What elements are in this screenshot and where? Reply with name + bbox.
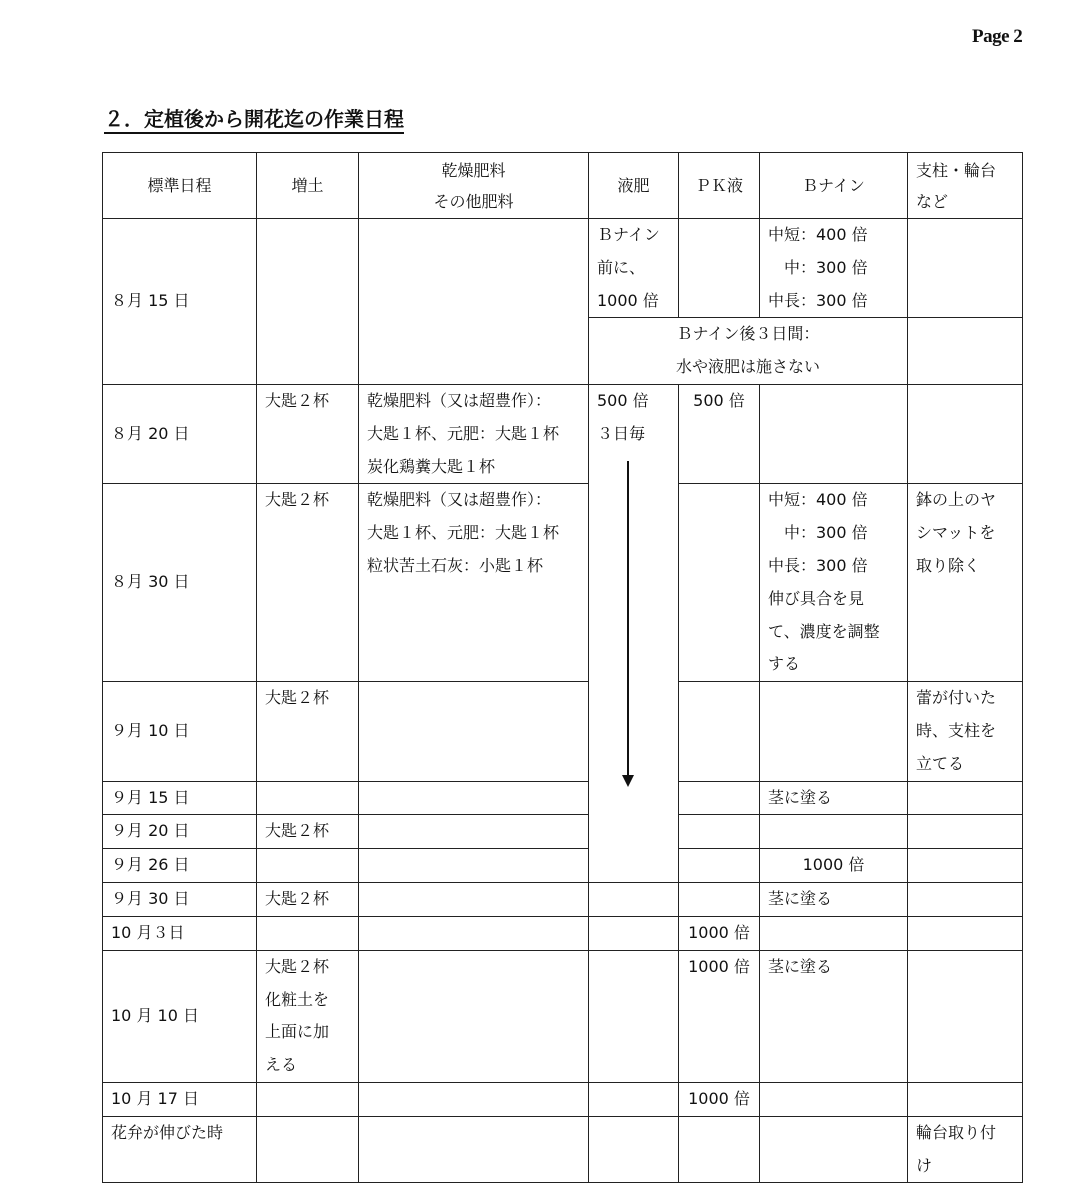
table-row xyxy=(103,950,1023,1082)
pk-cell: 1000 倍 xyxy=(760,849,908,883)
dry-line: 乾燥肥料（又は超豊作）： xyxy=(367,490,552,510)
table-row xyxy=(103,781,1023,815)
support-cell xyxy=(908,682,1023,781)
bnine-cell: 茎に塗る xyxy=(760,950,908,1082)
soil-line: 化粧土を xyxy=(265,989,330,1009)
support-cell xyxy=(908,781,1023,815)
support-line: け xyxy=(916,1155,933,1175)
bnine-cell xyxy=(760,916,908,950)
liquid-cell xyxy=(589,384,679,882)
table-row xyxy=(103,849,1023,883)
bnine-cell xyxy=(760,384,908,483)
dry-cell xyxy=(359,815,589,849)
support-line: 取り除く xyxy=(916,555,981,575)
pk-cell: 1000 倍 xyxy=(679,916,760,950)
table-row xyxy=(103,1116,1023,1183)
date-cell: 10 月 10 日 xyxy=(103,950,257,1082)
table-row xyxy=(103,219,1023,318)
date-cell: ９月 30 日 xyxy=(103,883,257,917)
bnine-cell xyxy=(908,849,1023,883)
soil-cell: 大匙２杯 xyxy=(257,384,359,483)
liquid-cell xyxy=(589,883,679,917)
dry-line: 大匙１杯、元肥：大匙１杯 xyxy=(367,423,560,443)
pk-cell: 1000 倍 xyxy=(679,1082,760,1116)
header-liquid: 液肥 xyxy=(589,153,679,219)
support-line: 時、支柱を xyxy=(916,720,997,740)
support-line: 鉢の上のヤ xyxy=(916,490,997,510)
support-cell xyxy=(908,318,1023,385)
support-cell xyxy=(908,1082,1023,1116)
support-cell xyxy=(908,484,1023,682)
bnine-cell xyxy=(760,682,908,781)
soil-cell: 大匙２杯 xyxy=(257,484,359,682)
soil-cell xyxy=(257,916,359,950)
dry-cell xyxy=(359,1082,589,1116)
support-cell xyxy=(908,950,1023,1082)
liquid-line: ３日毎 xyxy=(597,423,646,443)
bnine-line: て、濃度を調整 xyxy=(768,621,880,641)
table-row xyxy=(103,682,1023,781)
support-cell xyxy=(908,883,1023,917)
page-number: Page 2 xyxy=(972,26,1023,47)
dry-cell xyxy=(359,484,589,682)
support-cell xyxy=(908,815,1023,849)
dry-cell xyxy=(359,849,589,883)
header-dry-line1: 乾燥肥料 xyxy=(441,160,506,180)
continuation-arrow xyxy=(627,461,629,777)
liquid-line: Ｂナイン xyxy=(597,225,660,244)
liquid-line: 1000 倍 xyxy=(597,290,659,310)
liquid-cell xyxy=(589,219,679,318)
table-row xyxy=(103,384,1023,483)
soil-cell: 大匙２杯 xyxy=(257,883,359,917)
header-dry-line2: その他肥料 xyxy=(433,191,514,211)
pk-cell xyxy=(679,682,760,781)
soil-cell xyxy=(257,219,359,385)
support-line: 輪台取り付 xyxy=(916,1122,997,1142)
header-pk: ＰＫ液 xyxy=(679,153,760,219)
date-cell: ９月 10 日 xyxy=(103,682,257,781)
dry-line: 大匙１杯、元肥：大匙１杯 xyxy=(367,523,560,543)
liquid-cell xyxy=(589,950,679,1082)
bnine-cell xyxy=(760,219,908,318)
soil-cell: 大匙２杯 xyxy=(257,682,359,781)
pk-cell xyxy=(679,781,760,815)
dry-cell xyxy=(359,781,589,815)
bnine-line: する xyxy=(768,654,801,674)
bnine-cell xyxy=(760,1116,908,1183)
header-support-line1: 支柱・輪台 xyxy=(916,160,997,180)
table-row xyxy=(103,484,1023,682)
date-cell: 10 月３日 xyxy=(103,916,257,950)
pk-cell xyxy=(679,815,760,849)
dry-cell xyxy=(359,384,589,483)
date-cell: ９月 15 日 xyxy=(103,781,257,815)
table-row xyxy=(103,916,1023,950)
dry-cell xyxy=(359,883,589,917)
date-cell: ８月 20 日 xyxy=(103,384,257,483)
support-line: 立てる xyxy=(916,753,965,773)
support-line: 蕾が付いた xyxy=(916,688,997,708)
note-line: Ｂナイン後３日間： xyxy=(676,324,820,344)
soil-cell xyxy=(257,1082,359,1116)
liquid-cell xyxy=(589,916,679,950)
pk-cell xyxy=(679,1116,760,1183)
header-dry-fertilizer xyxy=(359,153,589,219)
date-cell: ８月 30 日 xyxy=(103,484,257,682)
pk-cell xyxy=(679,219,760,318)
dry-cell xyxy=(359,916,589,950)
date-cell: ８月 15 日 xyxy=(103,219,257,385)
bnine-line: 中長：300 倍 xyxy=(768,290,868,310)
bnine-line: 中：300 倍 xyxy=(768,257,868,277)
pk-cell: 1000 倍 xyxy=(679,950,760,1082)
table-row xyxy=(103,815,1023,849)
soil-cell xyxy=(257,849,359,883)
soil-line: える xyxy=(265,1055,298,1075)
date-cell: ９月 26 日 xyxy=(103,849,257,883)
liquid-cell xyxy=(679,849,760,883)
bnine-line: 中短：400 倍 xyxy=(768,225,868,244)
dry-cell xyxy=(359,219,589,385)
header-bnine: Ｂナイン xyxy=(760,153,908,219)
liquid-cell xyxy=(589,1082,679,1116)
pk-cell xyxy=(679,883,760,917)
dry-line: 粒状苦土石灰：小匙１杯 xyxy=(367,555,544,575)
schedule-table xyxy=(102,152,1023,1183)
bnine-cell xyxy=(760,1082,908,1116)
header-row xyxy=(103,153,1023,219)
liquid-cell xyxy=(589,1116,679,1183)
dry-line: 炭化鶏糞大匙１杯 xyxy=(367,456,496,476)
bnine-line: 中長：300 倍 xyxy=(768,555,868,575)
bnine-cell xyxy=(760,484,908,682)
soil-cell xyxy=(257,1116,359,1183)
soil-line: 上面に加 xyxy=(265,1022,330,1042)
header-support-line2: など xyxy=(916,191,949,211)
soil-line: 大匙２杯 xyxy=(265,956,330,976)
table-row xyxy=(103,883,1023,917)
header-schedule: 標準日程 xyxy=(103,153,257,219)
bnine-line: 中短：400 倍 xyxy=(768,490,868,510)
bnine-line: 伸び具合を見 xyxy=(768,588,865,608)
pk-cell xyxy=(679,484,760,682)
dry-cell xyxy=(359,1116,589,1183)
bnine-cell: 茎に塗る xyxy=(760,883,908,917)
liquid-line: 500 倍 xyxy=(597,390,649,410)
date-cell: 花弁が伸びた時 xyxy=(103,1116,257,1183)
support-line: シマットを xyxy=(916,523,996,543)
support-cell xyxy=(908,219,1023,318)
header-soil: 増土 xyxy=(257,153,359,219)
soil-cell xyxy=(257,781,359,815)
header-support xyxy=(908,153,1023,219)
date-cell: 10 月 17 日 xyxy=(103,1082,257,1116)
arrow-head-icon xyxy=(622,775,634,787)
date-cell: ９月 20 日 xyxy=(103,815,257,849)
support-cell xyxy=(908,384,1023,483)
bnine-cell xyxy=(760,815,908,849)
dry-cell xyxy=(359,950,589,1082)
section-title: ２．定植後から開花迄の作業日程 xyxy=(104,106,404,134)
support-cell xyxy=(908,1116,1023,1183)
soil-cell xyxy=(257,950,359,1082)
dry-cell xyxy=(359,682,589,781)
note-cell xyxy=(589,318,908,385)
bnine-line: 中：300 倍 xyxy=(768,523,868,543)
note-line: 水や液肥は施さない xyxy=(675,357,820,377)
liquid-line: 前に、 xyxy=(597,257,646,277)
bnine-cell: 茎に塗る xyxy=(760,781,908,815)
dry-line: 乾燥肥料（又は超豊作）： xyxy=(367,390,552,410)
support-cell xyxy=(908,916,1023,950)
soil-cell: 大匙２杯 xyxy=(257,815,359,849)
table-row xyxy=(103,1082,1023,1116)
pk-cell: 500 倍 xyxy=(679,384,760,483)
